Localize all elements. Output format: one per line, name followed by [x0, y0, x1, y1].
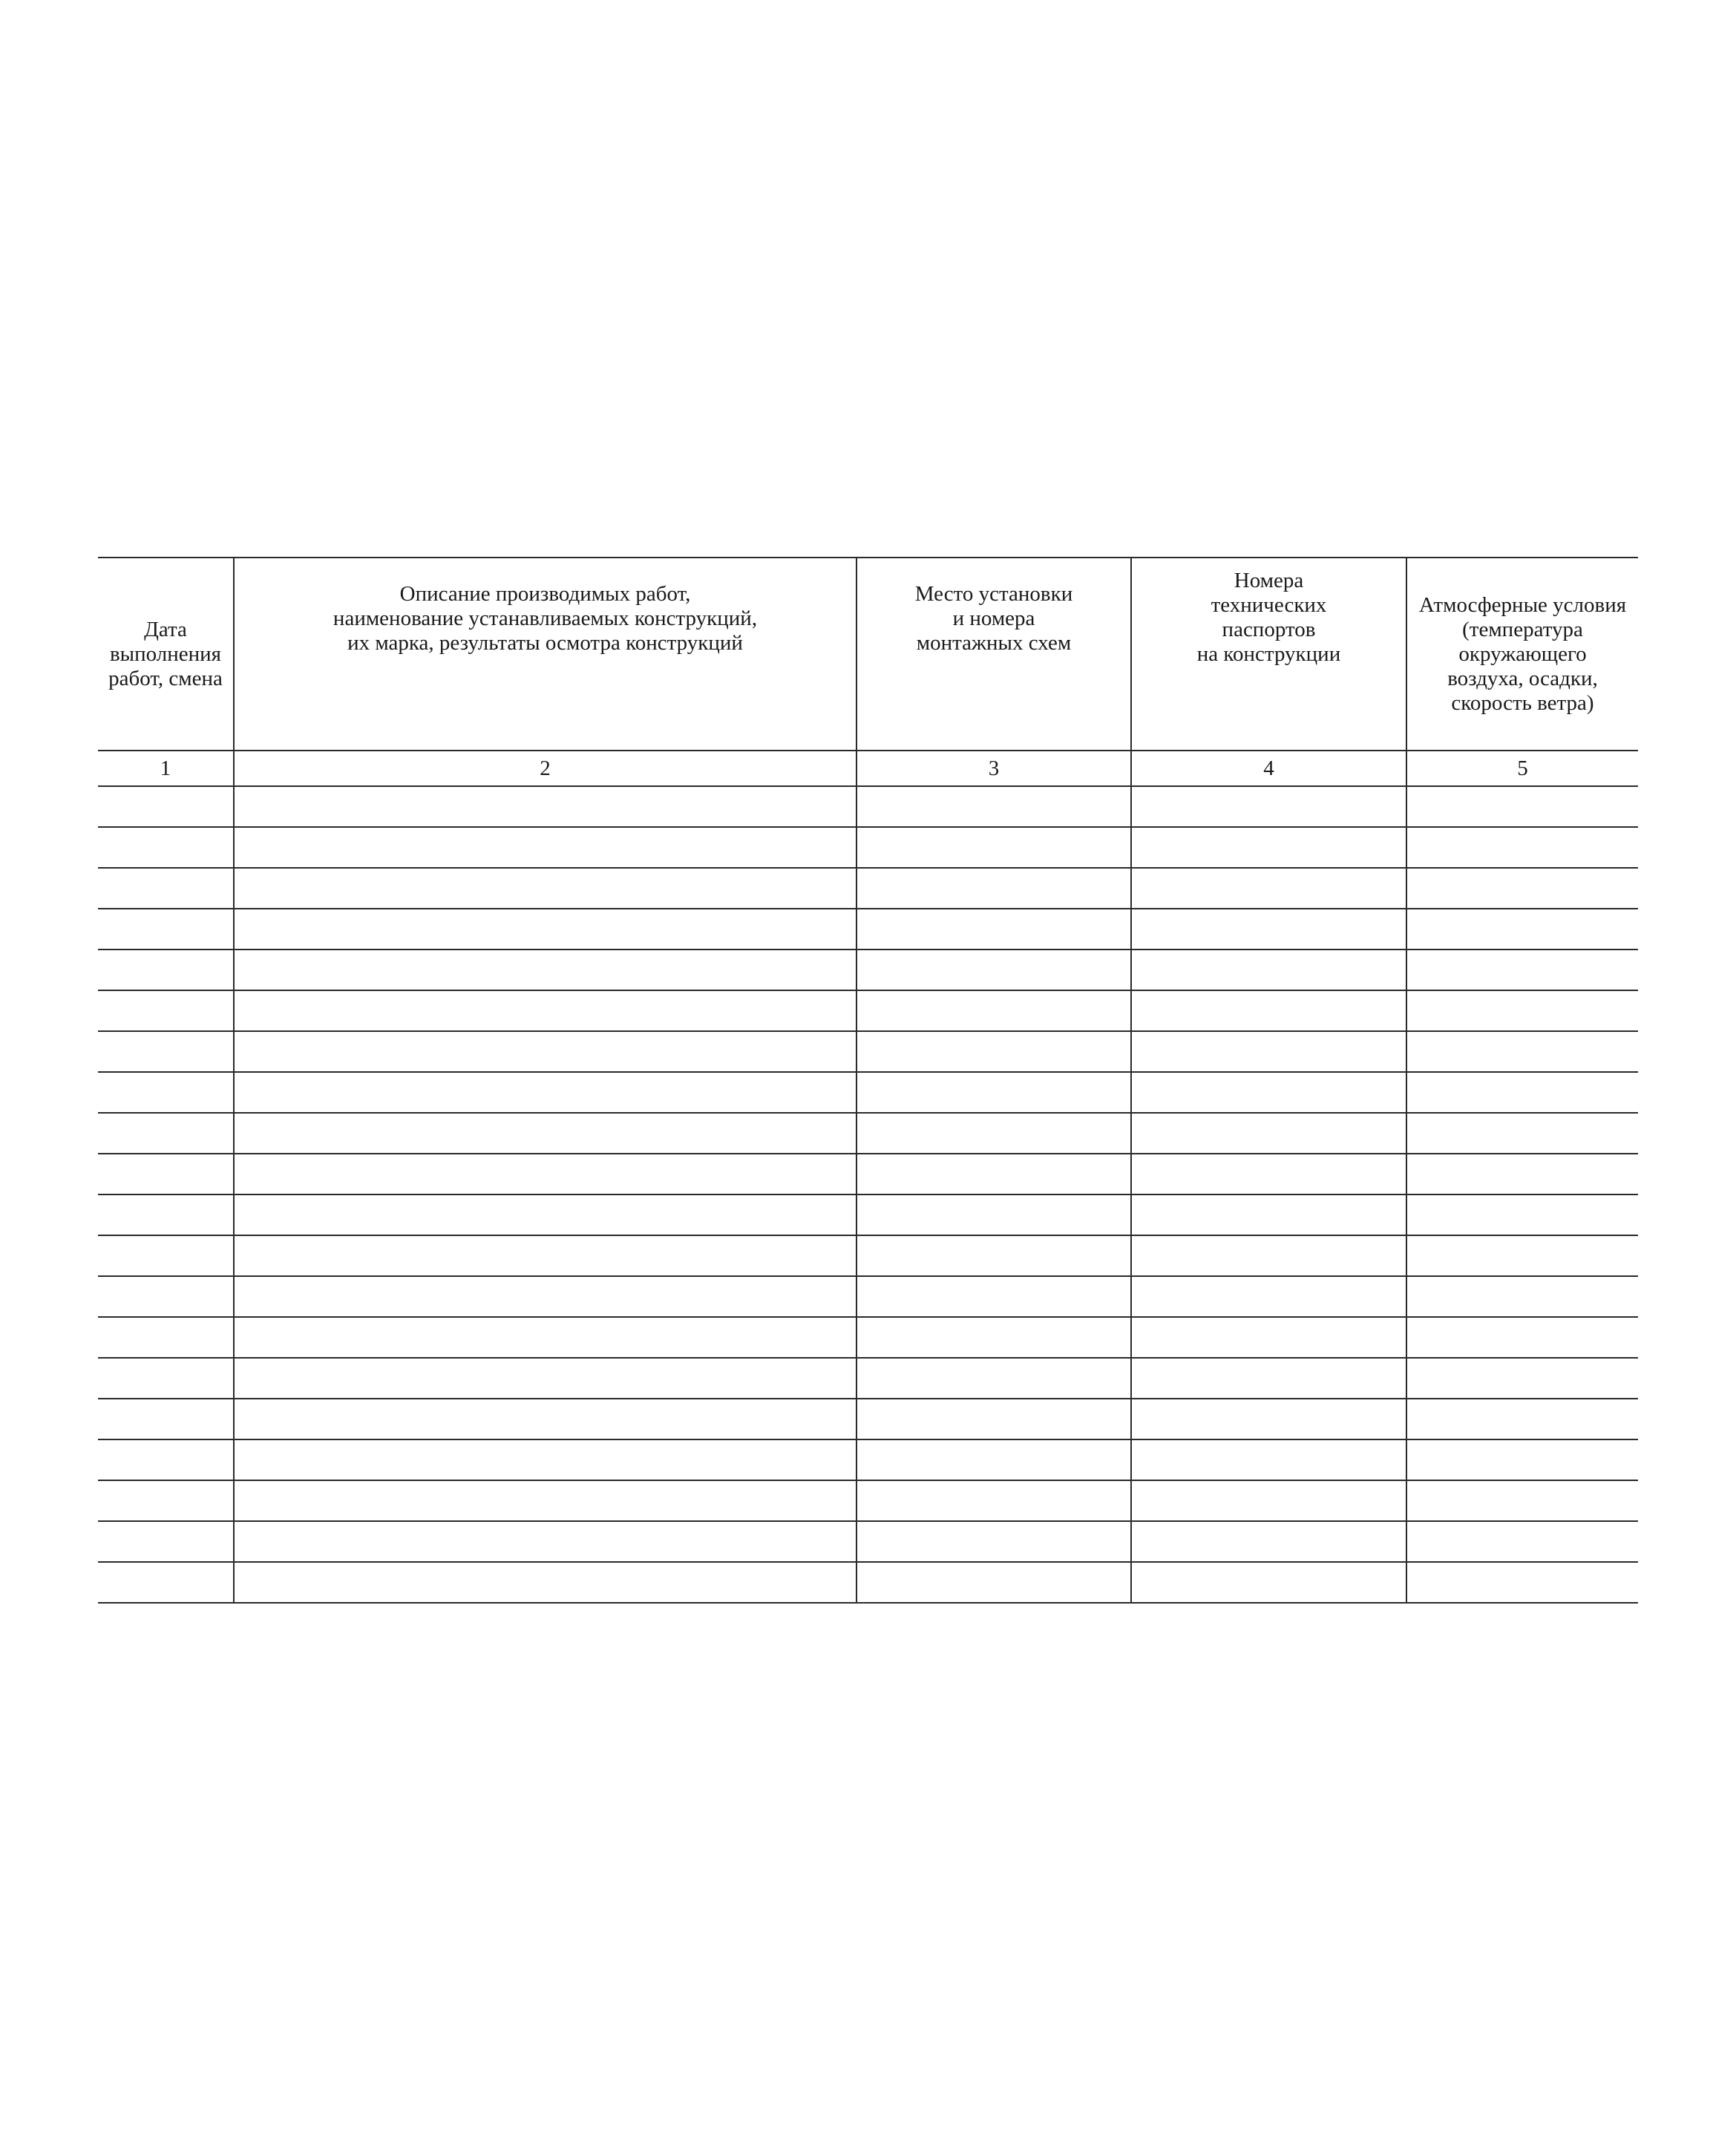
table-row: [98, 1358, 1638, 1399]
table-row: [98, 1276, 1638, 1317]
table-cell[interactable]: [1131, 1113, 1406, 1154]
table-cell[interactable]: [1131, 1194, 1406, 1235]
table-row: [98, 1235, 1638, 1276]
table-cell[interactable]: [1406, 827, 1638, 868]
table-cell[interactable]: [234, 827, 856, 868]
table-cell[interactable]: [98, 990, 234, 1031]
table-cell[interactable]: [856, 1072, 1131, 1113]
table-cell[interactable]: [1406, 950, 1638, 990]
table-cell[interactable]: [234, 786, 856, 827]
table-row: [98, 950, 1638, 990]
table-cell[interactable]: [98, 950, 234, 990]
table-cell[interactable]: [98, 1154, 234, 1194]
table-cell[interactable]: [856, 1358, 1131, 1399]
table-cell[interactable]: [856, 1480, 1131, 1521]
table-cell[interactable]: [856, 950, 1131, 990]
table-cell[interactable]: [856, 1399, 1131, 1439]
table-cell[interactable]: [234, 1235, 856, 1276]
table-cell[interactable]: [856, 1317, 1131, 1358]
table-cell[interactable]: [1406, 1439, 1638, 1480]
table-cell[interactable]: [98, 786, 234, 827]
table-cell[interactable]: [1131, 909, 1406, 950]
table-cell[interactable]: [234, 1317, 856, 1358]
table-cell[interactable]: [98, 868, 234, 909]
table-cell[interactable]: [1406, 1154, 1638, 1194]
table-cell[interactable]: [1406, 1399, 1638, 1439]
table-cell[interactable]: [98, 1072, 234, 1113]
table-row: [98, 1113, 1638, 1154]
table-row: [98, 1480, 1638, 1521]
table-cell[interactable]: [98, 1317, 234, 1358]
header-installation-place: Место установки и номера монтажных схем: [856, 558, 1131, 751]
table-cell[interactable]: [1131, 1072, 1406, 1113]
table-cell[interactable]: [98, 1521, 234, 1562]
table-cell[interactable]: [1406, 1031, 1638, 1072]
table-cell[interactable]: [1131, 827, 1406, 868]
table-cell[interactable]: [1131, 1358, 1406, 1399]
column-number: 1: [98, 751, 234, 786]
table-cell[interactable]: [1406, 909, 1638, 950]
table-cell[interactable]: [98, 1031, 234, 1072]
table-cell[interactable]: [1406, 868, 1638, 909]
table-cell[interactable]: [1406, 1235, 1638, 1276]
table-cell[interactable]: [1131, 1235, 1406, 1276]
table-cell[interactable]: [234, 1358, 856, 1399]
table-cell[interactable]: [234, 1154, 856, 1194]
table-cell[interactable]: [1131, 1317, 1406, 1358]
table-cell[interactable]: [234, 1072, 856, 1113]
table-row: [98, 1562, 1638, 1603]
table-cell[interactable]: [1406, 1358, 1638, 1399]
table-cell[interactable]: [234, 1439, 856, 1480]
table-cell[interactable]: [1406, 1113, 1638, 1154]
table-cell[interactable]: [856, 1031, 1131, 1072]
journal-table: [98, 557, 1638, 1604]
table-cell[interactable]: [234, 868, 856, 909]
table-cell[interactable]: [234, 950, 856, 990]
table-cell[interactable]: [856, 909, 1131, 950]
table-cell[interactable]: [98, 1399, 234, 1439]
column-number: 2: [234, 751, 856, 786]
table-cell[interactable]: [1131, 1399, 1406, 1439]
table-cell[interactable]: [234, 1113, 856, 1154]
table-cell[interactable]: [1406, 1072, 1638, 1113]
table-row: [98, 1317, 1638, 1358]
table-cell[interactable]: [856, 1194, 1131, 1235]
column-number: 4: [1131, 751, 1406, 786]
table-cell[interactable]: [856, 868, 1131, 909]
table-cell[interactable]: [234, 990, 856, 1031]
table-cell[interactable]: [98, 1276, 234, 1317]
table-cell[interactable]: [1131, 950, 1406, 990]
table-cell[interactable]: [1406, 1194, 1638, 1235]
table-row: [98, 909, 1638, 950]
table-cell[interactable]: [1406, 1276, 1638, 1317]
column-number: 5: [1406, 751, 1638, 786]
table-row: [98, 786, 1638, 827]
table-cell[interactable]: [856, 827, 1131, 868]
table-cell[interactable]: [1406, 1480, 1638, 1521]
table-cell[interactable]: [1131, 1521, 1406, 1562]
table-cell[interactable]: [98, 1480, 234, 1521]
table-row: [98, 1399, 1638, 1439]
table-cell[interactable]: [234, 1562, 856, 1603]
table-cell[interactable]: [856, 786, 1131, 827]
table-cell[interactable]: [856, 1276, 1131, 1317]
table-row: [98, 1521, 1638, 1562]
table-cell[interactable]: [1131, 990, 1406, 1031]
table-row: [98, 1031, 1638, 1072]
header-row: [98, 558, 1638, 751]
table-row: [98, 1439, 1638, 1480]
table-cell[interactable]: [234, 1031, 856, 1072]
table-cell[interactable]: [234, 1194, 856, 1235]
header-work-description: Описание производимых работ, наименование устанавливаемых конструкций, их марка, результаты осмотра конструкций: [234, 558, 856, 751]
table-cell[interactable]: [98, 1562, 234, 1603]
column-number-row: [98, 751, 1638, 786]
table-cell[interactable]: [1131, 868, 1406, 909]
table-cell[interactable]: [98, 1113, 234, 1154]
header-weather-conditions: Атмосферные условия (температура окружающего воздуха, осадки, скорость ветра): [1406, 558, 1638, 751]
table-cell[interactable]: [856, 1154, 1131, 1194]
table-row: [98, 1072, 1638, 1113]
table-body: [98, 786, 1638, 1603]
table-cell[interactable]: [856, 1235, 1131, 1276]
table-cell[interactable]: [856, 1562, 1131, 1603]
table-cell[interactable]: [234, 1276, 856, 1317]
table-cell[interactable]: [234, 1399, 856, 1439]
table-cell[interactable]: [856, 1439, 1131, 1480]
table-cell[interactable]: [1131, 786, 1406, 827]
table-cell[interactable]: [856, 990, 1131, 1031]
table-cell[interactable]: [1131, 1439, 1406, 1480]
table-cell[interactable]: [1131, 1562, 1406, 1603]
table-row: [98, 990, 1638, 1031]
table-cell[interactable]: [1131, 1154, 1406, 1194]
table-cell[interactable]: [856, 1113, 1131, 1154]
table-cell[interactable]: [98, 1358, 234, 1399]
table-cell[interactable]: [98, 909, 234, 950]
table-row: [98, 1194, 1638, 1235]
table-cell[interactable]: [98, 1235, 234, 1276]
table-cell[interactable]: [98, 827, 234, 868]
header-passport-numbers: Номера технических паспортов на конструкции: [1131, 558, 1406, 751]
table-cell[interactable]: [1131, 1031, 1406, 1072]
table-cell[interactable]: [1406, 786, 1638, 827]
table-cell[interactable]: [1131, 1276, 1406, 1317]
table-cell[interactable]: [1406, 1562, 1638, 1603]
table-cell[interactable]: [234, 1521, 856, 1562]
column-number: 3: [856, 751, 1131, 786]
table-row: [98, 1154, 1638, 1194]
table-row: [98, 827, 1638, 868]
table-cell[interactable]: [1406, 990, 1638, 1031]
table-cell[interactable]: [1406, 1317, 1638, 1358]
table-cell[interactable]: [98, 1194, 234, 1235]
table-cell[interactable]: [234, 909, 856, 950]
table-cell[interactable]: [1131, 1480, 1406, 1521]
header-date-shift: Дата выполнения работ, смена: [98, 558, 234, 751]
table-cell[interactable]: [1406, 1521, 1638, 1562]
table-cell[interactable]: [234, 1480, 856, 1521]
table-row: [98, 868, 1638, 909]
table-cell[interactable]: [98, 1439, 234, 1480]
table-cell[interactable]: [856, 1521, 1131, 1562]
